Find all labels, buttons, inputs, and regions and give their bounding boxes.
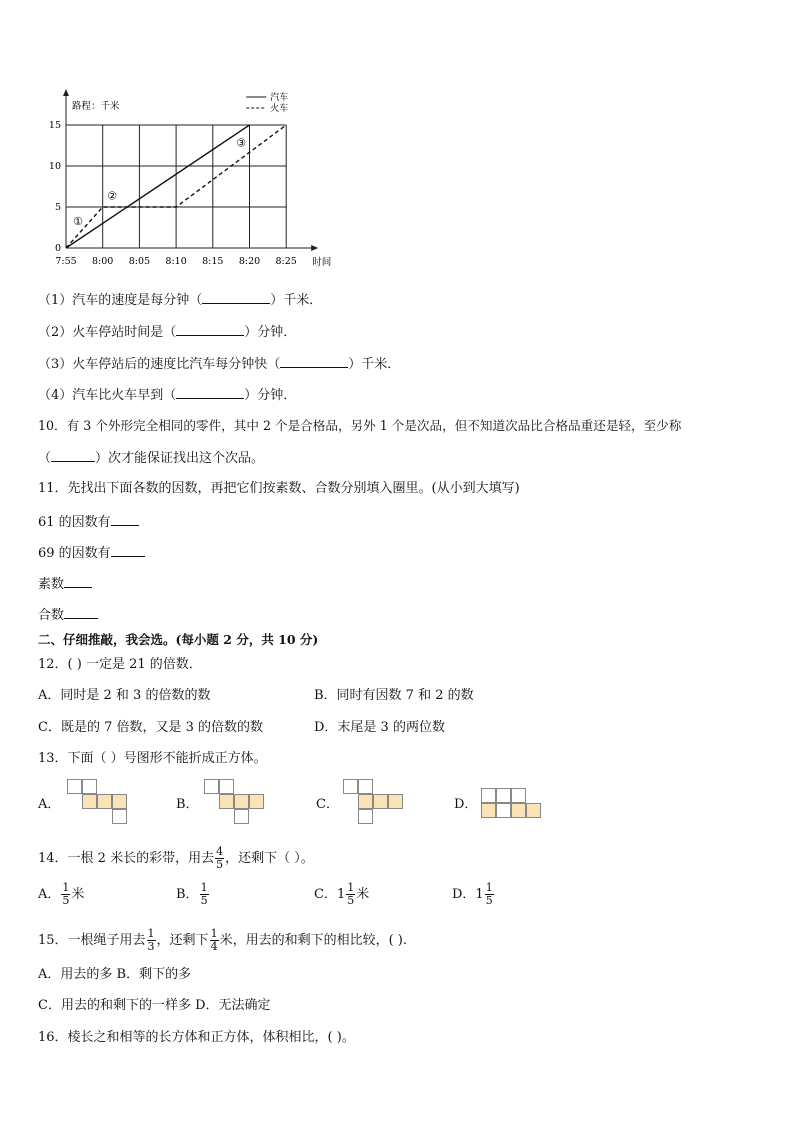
q11-a: 61 的因数有 <box>38 513 139 531</box>
x-tick-label: 8:00 <box>92 256 114 267</box>
q9-4-line: （4）汽车比火车早到（ ）分钟． <box>38 388 297 403</box>
x-tick-label: 8:20 <box>238 256 261 267</box>
answer-blank[interactable] <box>111 544 145 557</box>
y-tick-label: 5 <box>54 202 61 213</box>
answer-blank[interactable] <box>176 386 244 399</box>
q15-options-ab[interactable]: A．用去的多 B．剩下的多 <box>38 967 192 982</box>
q11-c: 素数 <box>38 575 92 593</box>
circled-annotation: ① <box>73 215 83 229</box>
answer-blank[interactable] <box>64 575 92 588</box>
q11-text: 11．先找出下面各数的因数，再把它们按素数、合数分别填入圈里。(从小到大填写) <box>38 481 520 496</box>
x-axis-arrow <box>311 245 318 251</box>
distance-time-chart <box>30 82 350 272</box>
q13-option-b[interactable]: B． <box>176 797 199 812</box>
x-axis-label: 时间 <box>312 257 332 268</box>
q12-text: 12．( ) 一定是 21 的倍数． <box>38 657 202 672</box>
q14-option-c[interactable]: C．1 $\frac{1}{5}$ 米 <box>314 881 370 907</box>
q13-option-c[interactable]: C． <box>316 797 339 812</box>
series-line-solid <box>66 125 250 248</box>
answer-blank[interactable] <box>64 606 98 619</box>
fraction: $\frac{4}{5}$ <box>216 845 224 871</box>
q9-1-line: （1）汽车的速度是每分钟（ ）千米． <box>38 293 323 308</box>
q14-option-d[interactable]: D．1 $\frac{1}{5}$ <box>452 881 493 907</box>
q12-option-b[interactable]: B．同时有因数 7 和 2 的数 <box>314 688 474 703</box>
q11-b: 69 的因数有 <box>38 544 145 562</box>
q9-2-line: （2）火车停站时间是（ ）分钟． <box>38 325 297 340</box>
y-tick-label: 10 <box>48 161 61 172</box>
answer-blank[interactable] <box>111 513 139 526</box>
chart-svg <box>30 82 350 272</box>
x-tick-label: 7:55 <box>55 256 77 267</box>
y-axis-label: 路程：千米 <box>72 101 120 112</box>
x-tick-label: 8:10 <box>165 256 187 267</box>
y-tick-label: 0 <box>54 243 61 254</box>
answer-blank[interactable] <box>176 323 244 336</box>
q13-text: 13．下面（ ）号图形不能折成正方体。 <box>38 751 267 766</box>
x-tick-label: 8:25 <box>275 256 297 267</box>
legend-label: 汽车 <box>270 93 289 103</box>
legend-label: 火车 <box>270 104 289 114</box>
q12-option-c[interactable]: C．既是的 7 倍数，又是 3 的倍数的数 <box>38 720 264 735</box>
q10-line2: （ ）次才能保证找出这个次品。 <box>38 451 265 466</box>
circled-annotation: ② <box>107 189 117 203</box>
answer-blank[interactable] <box>51 449 95 462</box>
q9-3-line: （3）火车停站后的速度比汽车每分钟快（ ）千米． <box>38 357 401 372</box>
answer-blank[interactable] <box>280 355 348 368</box>
q12-option-d[interactable]: D．末尾是 3 的两位数 <box>314 720 445 735</box>
y-tick-label: 15 <box>48 120 61 131</box>
y-axis-arrow <box>63 89 69 96</box>
x-tick-label: 8:05 <box>128 256 151 267</box>
x-tick-label: 8:15 <box>202 256 224 267</box>
q14-option-b[interactable]: B． $\frac{1}{5}$ <box>176 881 208 907</box>
q13-option-a[interactable]: A． <box>38 797 61 812</box>
q14-option-a[interactable]: A． $\frac{1}{5}$ 米 <box>38 881 85 907</box>
q11-d: 合数 <box>38 606 98 624</box>
q15-text: 15．一根绳子用去 $\frac{1}{3}$ ，还剩下 $\frac{1}{4}$ 米，用去的和剩下的相比较，( ). <box>38 927 407 953</box>
circled-annotation: ③ <box>236 136 246 150</box>
q12-option-a[interactable]: A．同时是 2 和 3 的倍数的数 <box>38 688 211 703</box>
q13-option-d[interactable]: D． <box>454 797 478 812</box>
q14-text: 14．一根 2 米长的彩带，用去 $\frac{4}{5}$ ，还剩下（ ）。 <box>38 845 314 871</box>
q15-options-cd[interactable]: C．用去的和剩下的一样多 D．无法确定 <box>38 998 271 1013</box>
q16-text: 16．棱长之和相等的长方体和正方体，体积相比，( )。 <box>38 1030 355 1045</box>
section-2-heading: 二、仔细推敲，我会选。(每小题 2 分，共 10 分) <box>38 632 319 647</box>
answer-blank[interactable] <box>202 291 270 304</box>
q10-text: 10．有 3 个外形完全相同的零件，其中 2 个是合格品，另外 1 个是次品，但不知道次品比合格品重还是轻，至少称 <box>38 418 682 433</box>
